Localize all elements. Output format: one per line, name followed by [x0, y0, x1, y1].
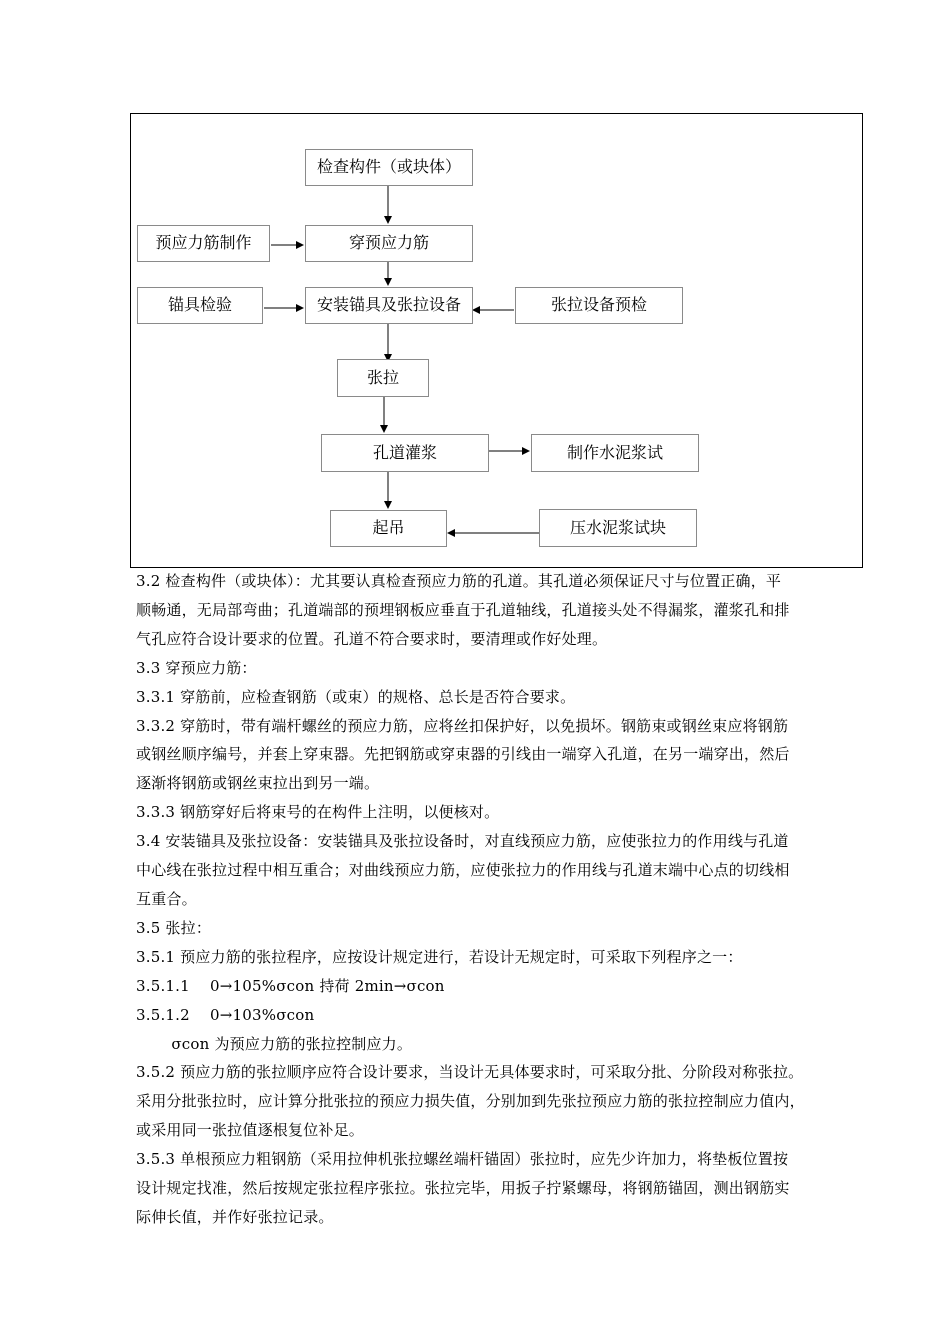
paragraph-line: 或钢丝顺序编号，并套上穿束器。先把钢筋或穿束器的引线由一端穿入孔道，在另一端穿出，然后: [136, 745, 790, 764]
node-install: [305, 287, 473, 324]
node-install-label: 安装锚具及张拉设备: [316, 295, 461, 314]
node-specimen-label: 制作水泥浆试: [566, 443, 663, 462]
paragraph-line: 互重合。: [136, 889, 197, 908]
paragraph-line: 3.5.1.2 0→103%σcon: [136, 1005, 315, 1024]
section-heading: 3.5 张拉：: [136, 918, 212, 937]
paragraph-line: 气孔应符合设计要求的位置。孔道不符合要求时，要清理或作好处理。: [136, 629, 608, 648]
node-lift: [330, 510, 447, 547]
paragraph-line: 3.5.1.1 0→105%σcon 持荷 2min→σcon: [136, 976, 445, 995]
node-test-label: 压水泥浆试块: [569, 518, 666, 537]
flowchart-frame: [130, 113, 863, 568]
node-thread-label: 穿预应力筋: [348, 233, 429, 252]
paragraph-line: 逐渐将钢筋或钢丝束拉出到另一端。: [136, 774, 380, 793]
node-grout: [321, 434, 489, 472]
node-inspect: [305, 149, 473, 186]
paragraph-line: 3.3.1 穿筋前，应检查钢筋（或束）的规格、总长是否符合要求。: [136, 687, 576, 706]
paragraph-line: 顺畅通，无局部弯曲；孔道端部的预埋钢板应垂直于孔道轴线，孔道接头处不得漏浆，灌浆孔和排: [136, 600, 790, 619]
node-grout-label: 孔道灌浆: [372, 443, 437, 462]
paragraph-line: σcon 为预应力筋的张拉控制应力。: [136, 1034, 413, 1053]
node-equip-check-label: 张拉设备预检: [550, 295, 647, 314]
body-text: [136, 567, 866, 1232]
flowchart-connectors: [131, 114, 864, 569]
section-heading: 3.3 穿预应力筋：: [136, 658, 257, 677]
paragraph-line: 际伸长值，并作好张拉记录。: [136, 1207, 334, 1226]
node-fabricate: [137, 225, 270, 262]
node-test: [539, 509, 697, 547]
node-equip-check: [515, 287, 683, 324]
node-tension: [337, 359, 429, 397]
paragraph-line: 3.5.3 单根预应力粗钢筋（采用拉伸机张拉螺丝端杆锚固）张拉时，应先少许加力，将垫板位置按: [136, 1150, 789, 1169]
node-anchor-check: [137, 287, 263, 324]
paragraph-line: 3.5.2 预应力筋的张拉顺序应符合设计要求，当设计无具体要求时，可采取分批、分阶段对称张拉。: [136, 1063, 804, 1082]
paragraph-line: 3.2 检查构件（或块体）：尤其要认真检查预应力筋的孔道。其孔道必须保证尺寸与位置正确，平: [136, 572, 782, 590]
paragraph-line: 3.4 安装锚具及张拉设备：安装锚具及张拉设备时，对直线预应力筋，应使张拉力的作用线与孔道: [136, 832, 789, 851]
node-fabricate-label: 预应力筋制作: [155, 233, 252, 252]
node-lift-label: 起吊: [372, 518, 405, 537]
node-specimen: [531, 434, 699, 472]
node-anchor-check-label: 锚具检验: [167, 295, 232, 314]
node-inspect-label: 检查构件（或块体）: [316, 157, 461, 176]
paragraph-line: 3.3.3 钢筋穿好后将束号的在构件上注明，以便核对。: [136, 803, 500, 822]
paragraph-line: 设计规定找准，然后按规定张拉程序张拉。张拉完毕，用扳子拧紧螺母，将钢筋锚固，测出钢筋实: [136, 1179, 790, 1198]
paragraph-line: 中心线在张拉过程中相互重合；对曲线预应力筋，应使张拉力的作用线与孔道末端中心点的切线相: [136, 861, 790, 880]
paragraph-line: 3.3.2 穿筋时，带有端杆螺丝的预应力筋，应将丝扣保护好，以免损坏。钢筋束或钢丝束应将钢筋: [136, 716, 789, 735]
node-tension-label: 张拉: [366, 368, 399, 387]
paragraph-line: 采用分批张拉时，应计算分批张拉的预应力损失值，分别加到先张拉预应力筋的张拉控制应力值内，: [136, 1092, 805, 1111]
paragraph-line: 或采用同一张拉值逐根复位补足。: [136, 1121, 365, 1140]
paragraph-line: 3.5.1 预应力筋的张拉程序，应按设计规定进行，若设计无规定时，可采取下列程序之一：: [136, 947, 743, 966]
node-thread: [305, 225, 473, 262]
